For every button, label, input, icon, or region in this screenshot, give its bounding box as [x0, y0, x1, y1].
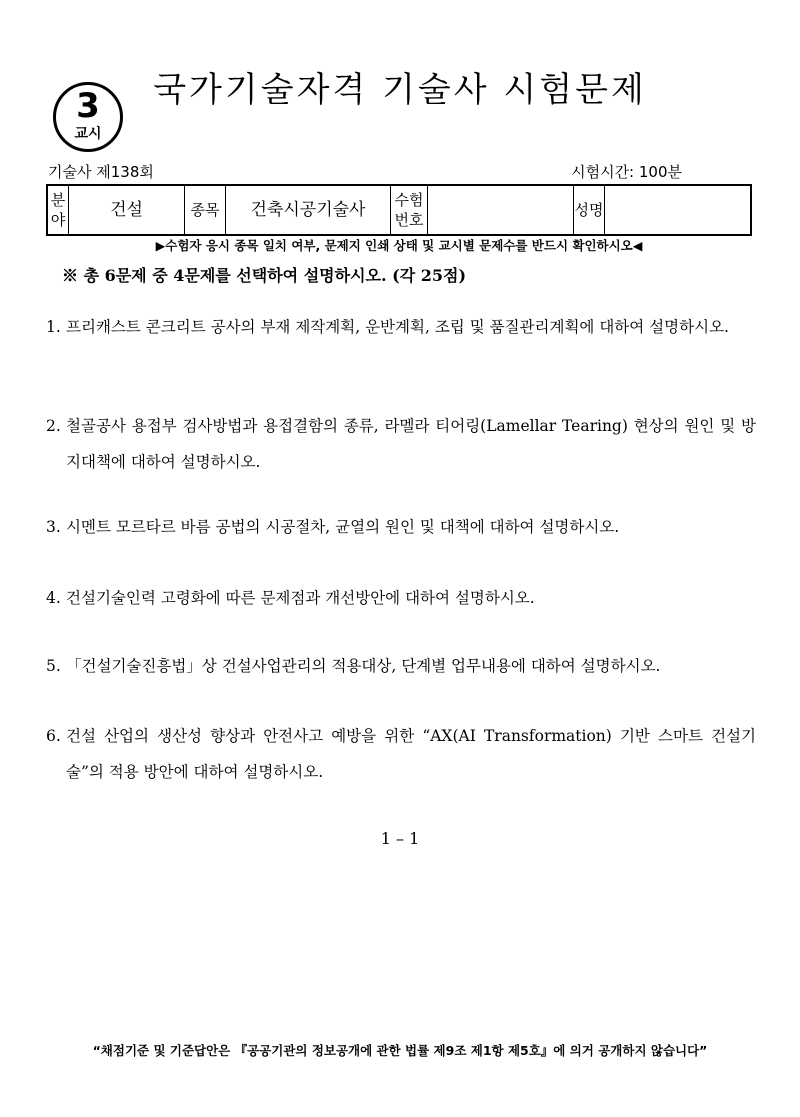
question-5: [46, 648, 756, 684]
question-number: 2.: [46, 417, 61, 435]
question-number: 5.: [46, 657, 61, 675]
question-text: 건설 산업의 생산성 향상과 안전사고 예방을 위한 “AX(AI Transformation) 기반 스마트 건설기술”의 적용 방안에 대하여 설명하시오.: [66, 727, 756, 781]
question-text: 시멘트 모르타르 바름 공법의 시공절차, 균열의 원인 및 대책에 대하여 설명하시오.: [66, 518, 620, 536]
period-number: 3: [76, 86, 100, 126]
exam-number-label: 수험번호: [391, 185, 428, 235]
instruction-text: ※ 총 6문제 중 4문제를 선택하여 설명하시오. (각 25점): [62, 266, 467, 285]
question-6: [46, 718, 756, 790]
question-4: [46, 580, 756, 616]
exam-time: 시험시간: 100분: [571, 163, 682, 181]
page-number: 1 – 1: [380, 829, 420, 848]
exam-round: 기술사 제138회: [48, 163, 154, 181]
notice-text: ▶수험자 응시 종목 일치 여부, 문제지 인쇄 상태 및 교시별 문제수를 반드시 확인하시오◀: [155, 238, 643, 253]
question-text: 철골공사 용접부 검사방법과 용접결함의 종류, 라멜라 티어링(Lamellar Tearing) 현상의 원인 및 방지대책에 대하여 설명하시오.: [66, 417, 756, 471]
question-3: [46, 509, 756, 545]
question-text: 건설기술인력 고령화에 따른 문제점과 개선방안에 대하여 설명하시오.: [66, 589, 535, 607]
category-label: 종목: [185, 185, 226, 235]
question-number: 6.: [46, 727, 61, 745]
name-label: 성명: [574, 185, 605, 235]
question-text: 프리캐스트 콘크리트 공사의 부재 제작계획, 운반계획, 조립 및 품질관리계획에 대하여 설명하시오.: [66, 318, 729, 336]
question-number: 3.: [46, 518, 61, 536]
question-1: [46, 309, 756, 345]
question-2: [46, 408, 756, 480]
exam-number-field[interactable]: [428, 185, 574, 235]
period-badge: [53, 82, 123, 152]
category-value: 건축시공기술사: [226, 185, 391, 235]
period-label: 교시: [74, 126, 102, 142]
question-number: 1.: [46, 318, 61, 336]
field-label: 분야: [47, 185, 69, 235]
name-field[interactable]: [605, 185, 752, 235]
question-number: 4.: [46, 589, 61, 607]
page-title: 국가기술자격 기술사 시험문제: [153, 70, 647, 110]
info-table: [46, 184, 752, 236]
footer-notice: “채점기준 및 기준답안은 『공공기관의 정보공개에 관한 법률 제9조 제1항 제5호』에 의거 공개하지 않습니다”: [92, 1043, 708, 1058]
field-value: 건설: [69, 185, 185, 235]
question-text: 「건설기술진흥법」상 건설사업관리의 적용대상, 단계별 업무내용에 대하여 설명하시오.: [66, 657, 661, 675]
